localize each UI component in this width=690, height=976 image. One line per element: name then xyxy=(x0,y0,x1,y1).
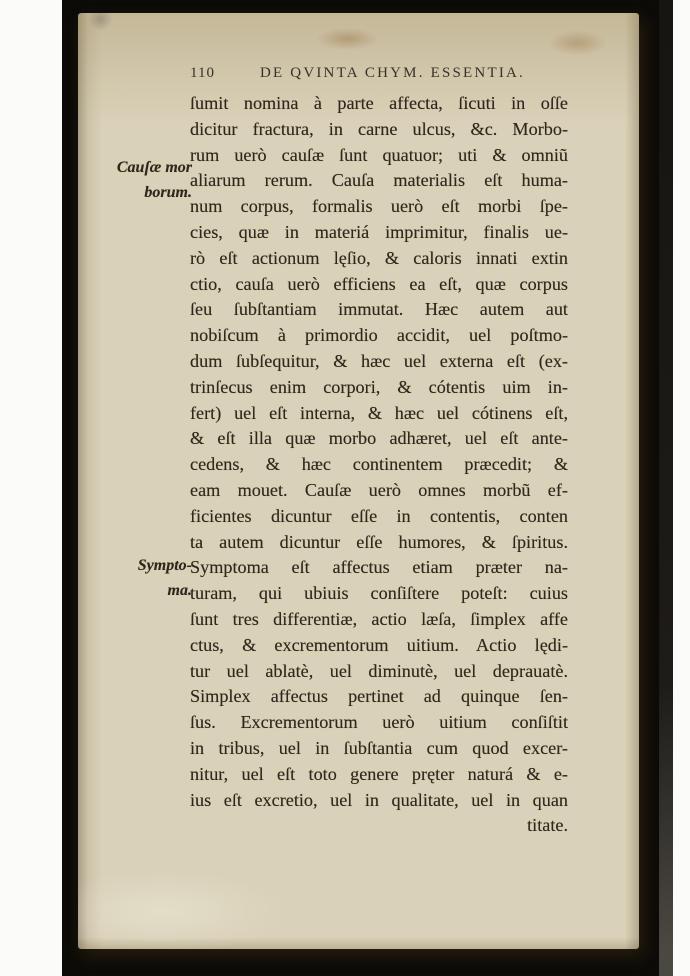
page-header xyxy=(190,65,570,82)
body-text xyxy=(190,91,568,839)
text-line: ius eſt excretio, uel in qualitate, uel in quan xyxy=(190,789,568,810)
page-number: 110 xyxy=(190,65,215,81)
text-line: rum uerò cauſæ ſunt quatuor; uti & omniũ xyxy=(190,144,568,165)
text-line: eam mouet. Cauſæ uerò omnes morbũ ef- xyxy=(190,479,568,500)
text-line: titate. xyxy=(527,815,568,836)
margin-note-line: borum. xyxy=(144,184,192,201)
text-line: ſus. Excrementorum uerò uitium conſiſtit xyxy=(190,712,568,733)
text-line: ſeu ſubſtantiam immutat. Hæc autem aut xyxy=(190,299,568,320)
text-line: Symptoma eſt affectus etiam præter na- xyxy=(190,557,568,578)
text-line: in tribus, uel in ſubſtantia cum quod excer- xyxy=(190,737,568,758)
text-line: num corpus, formalis uerò eſt morbi ſpe- xyxy=(190,196,568,217)
text-line: ſunt tres differentiæ, actio læſa, ſimplex affe xyxy=(190,608,568,629)
text-line: rò eſt actionum lęſio, & caloris innati extin xyxy=(190,247,568,268)
text-line: dum ſubſequitur, & hæc uel externa eſt (ex- xyxy=(190,350,568,371)
text-line: nitur, uel eſt toto genere pręter naturá & e- xyxy=(190,763,568,784)
margin-note-causae-morborum xyxy=(80,155,192,205)
margin-note-line: ma. xyxy=(167,582,192,599)
running-title: DE QVINTA CHYM. ESSENTIA. xyxy=(259,65,525,81)
text-line: Simplex affectus pertinet ad quinque ſen- xyxy=(190,686,568,707)
text-line: ficientes dicuntur eſſe in contentis, conten xyxy=(190,505,568,526)
text-line: fert) uel eſt interna, & hæc uel cótinens eſt, xyxy=(190,402,568,423)
text-line: cies, quæ in materiá imprimitur, finalis ue- xyxy=(190,221,568,242)
text-line: & eſt illa quæ morbo adhæret, uel eſt ante- xyxy=(190,428,568,449)
margin-note-line: Sympto- xyxy=(137,557,192,574)
text-line: tur uel ablatè, uel diminutè, uel deprauatè. xyxy=(190,660,568,681)
text-line: turam, qui ubiuis conſiſtere poteſt: cuius xyxy=(190,583,568,604)
text-line: trinſecus enim corpori, & cótentis uim in- xyxy=(190,376,568,397)
text-line: aliarum rerum. Cauſa materialis eſt huma- xyxy=(190,170,568,191)
book-page xyxy=(78,13,639,949)
text-line: ta autem dicuntur eſſe humores, & ſpiritus. xyxy=(190,531,568,552)
text-line: ſumit nomina à parte affecta, ſicuti in oſſe xyxy=(190,93,568,113)
text-line: cedens, & hæc continentem præcedit; & xyxy=(190,454,568,475)
margin-note-symptoma xyxy=(80,553,192,603)
text-line: nobiſcum à primordio accidit, uel poſtmo- xyxy=(190,325,568,346)
text-line: ctio, cauſa uerò efficiens ea eſt, quæ corpus xyxy=(190,273,568,294)
text-line: dicitur fractura, in carne ulcus, &c. Morbo- xyxy=(190,118,568,139)
text-line: ctus, & excrementorum uitium. Actio lędi- xyxy=(190,634,568,655)
margin-note-line: Cauſæ mor xyxy=(116,159,192,176)
